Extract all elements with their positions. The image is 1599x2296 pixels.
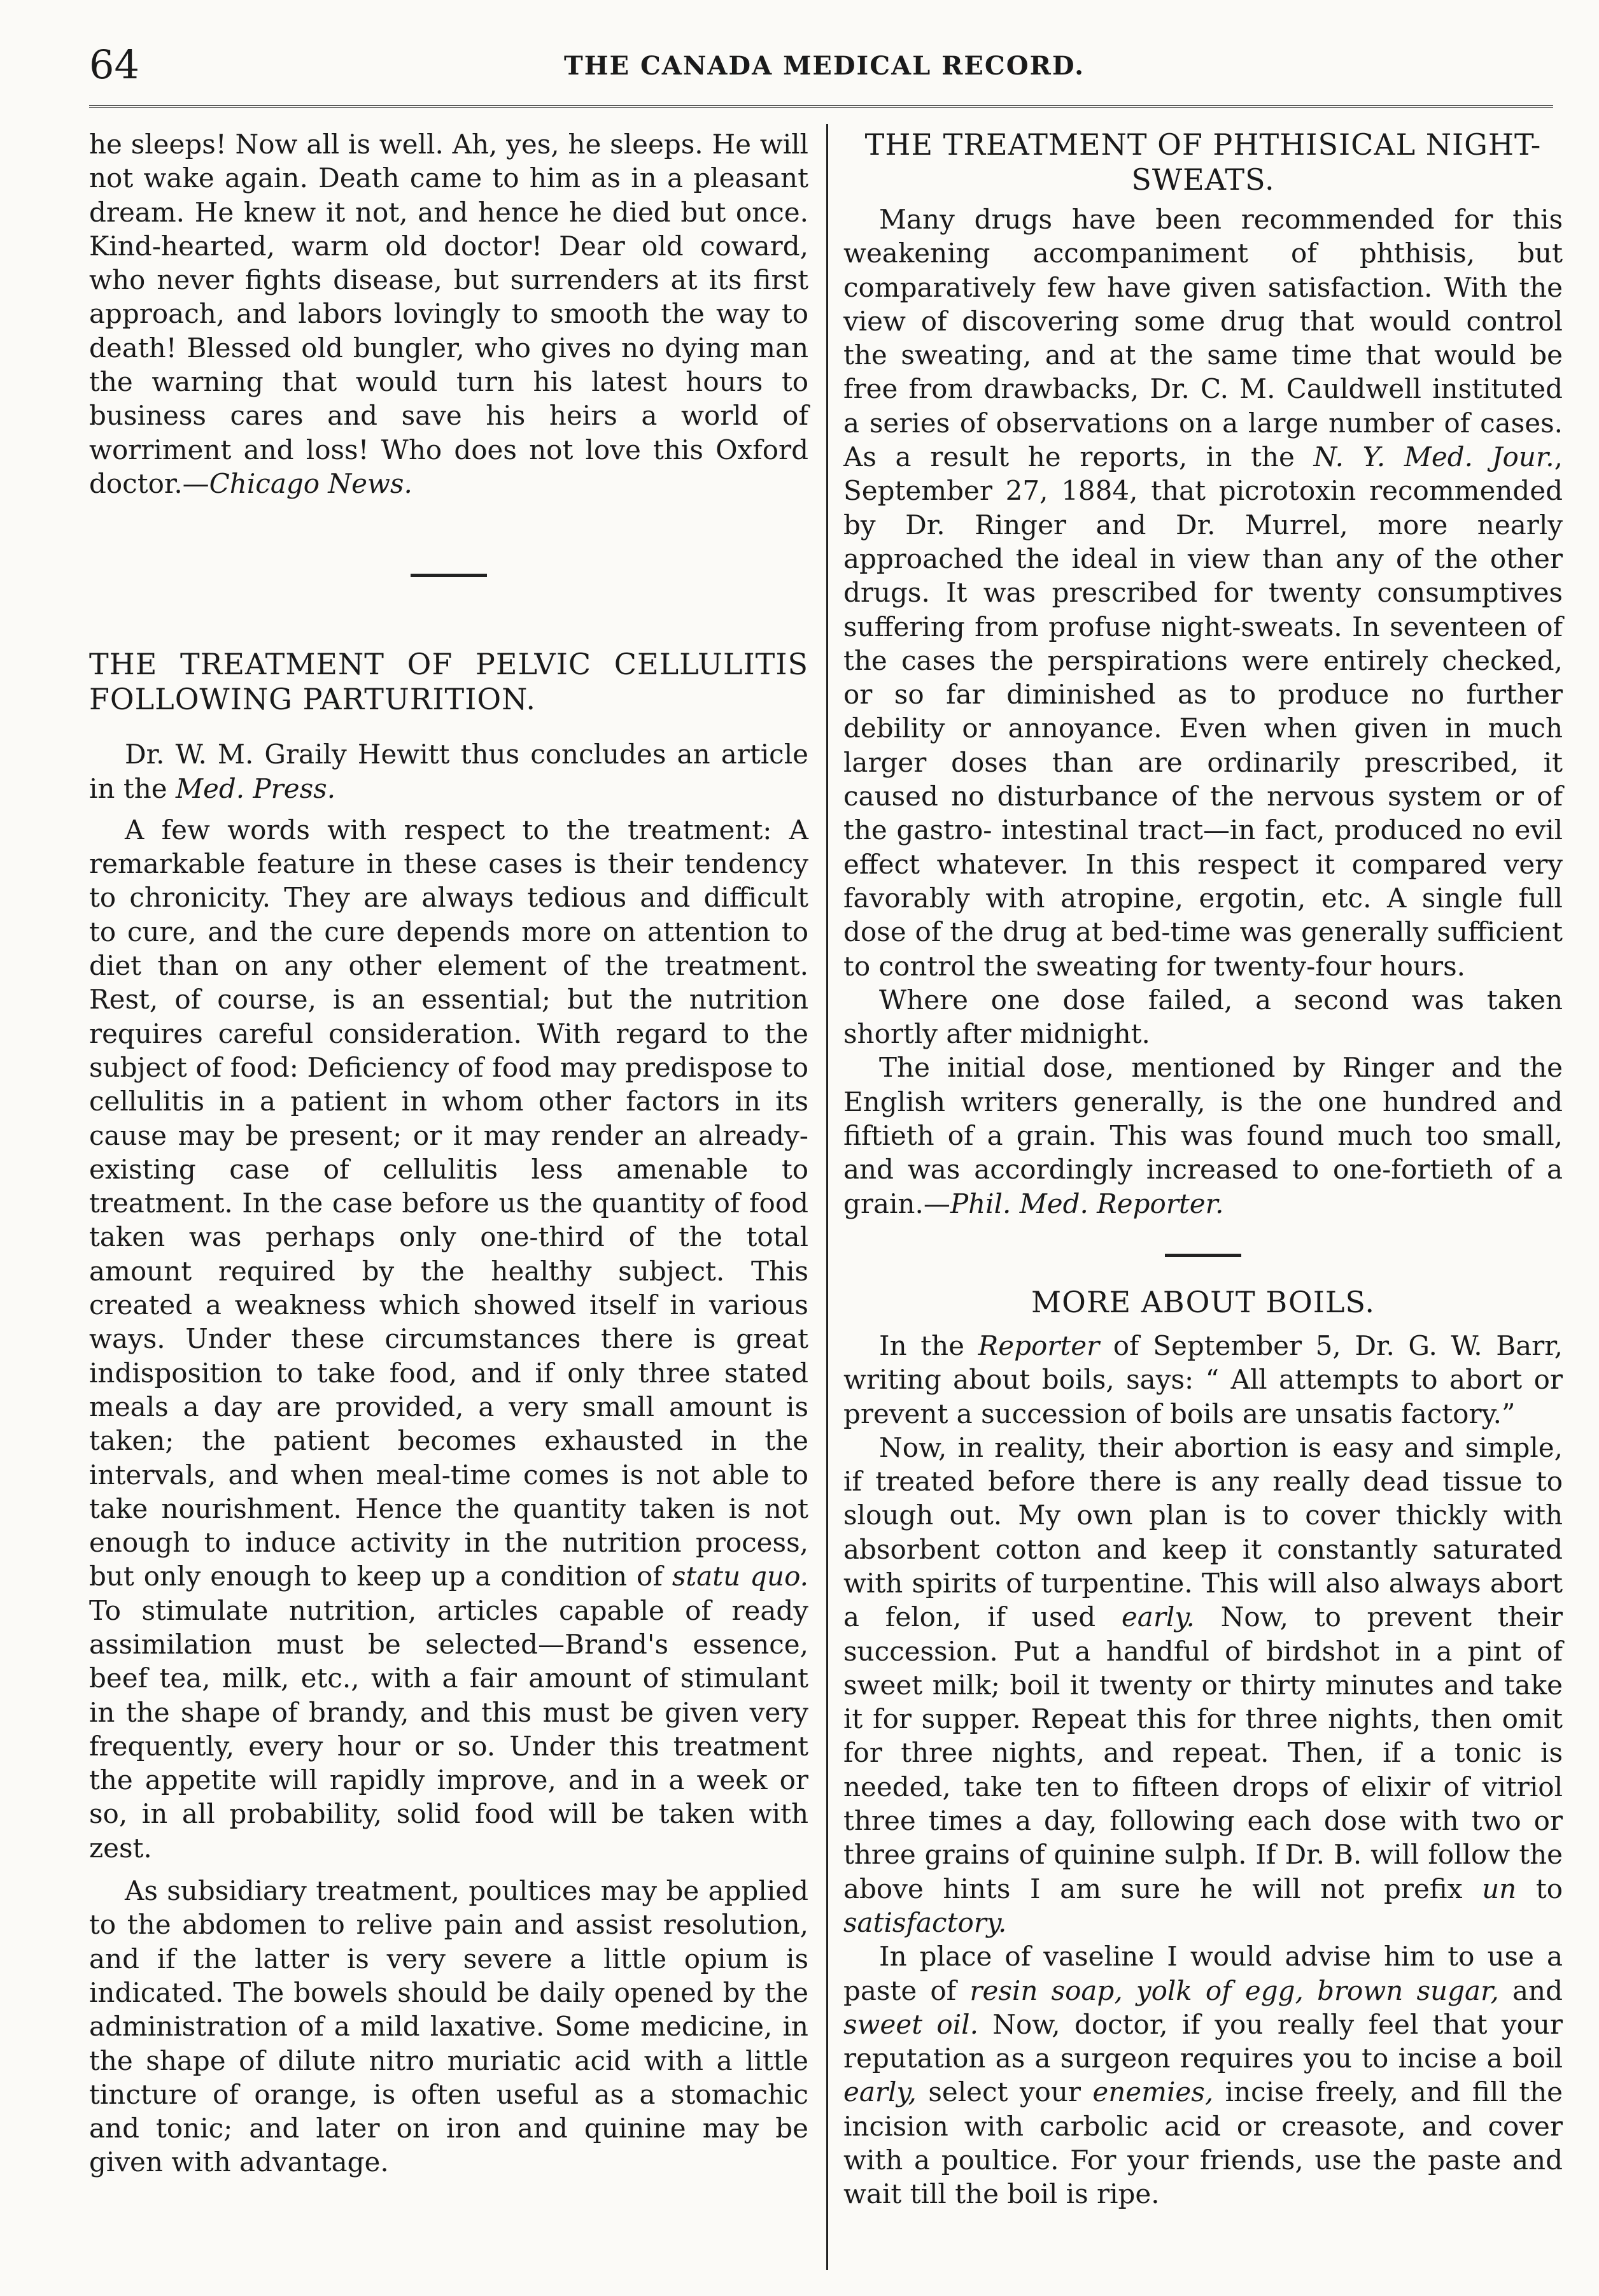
boils-paragraph-3c: select your bbox=[916, 2076, 1093, 2108]
boils-satisfactory-emphasis: satisfactory. bbox=[843, 1906, 1007, 1938]
page-header bbox=[83, 38, 1566, 89]
phthisis-paragraph-1a: Many drugs have been recommended for this weakening accompaniment of phthisis, but comparatively few have given satisfaction. With the view of discovering some drug that would control the sweating, and at the same time that would be free from drawbacks, Dr. C. M. Cauldwell instituted a series of observations on a large number of cases. As a result he reports, in the bbox=[843, 204, 1563, 473]
right-column bbox=[843, 127, 1563, 2267]
phthisis-source: Phil. Med. Reporter. bbox=[950, 1187, 1224, 1219]
phthisis-paragraph-3 bbox=[843, 1051, 1563, 1220]
boils-paragraph-1 bbox=[843, 1329, 1563, 1431]
boils-to: to bbox=[1516, 1873, 1563, 1904]
boils-paragraph-2 bbox=[843, 1431, 1563, 1939]
boils-reporter-citation: Reporter bbox=[978, 1329, 1100, 1361]
cellulitis-paragraph-2: As subsidiary treatment, poultices may be applied to the abdomen to relive pain and assist resolution, and if the latter is very severe a little opium is indicated. The bowels should be daily opened by the administration of a mild laxative. Some medicine, in the shape of dilute nitro muriatic acid with a little tincture of orange, is often useful as a stomachic and tonic; and later on iron and quinine may be given with advantage. bbox=[89, 1875, 808, 2178]
header-rule bbox=[89, 105, 1553, 108]
phthisis-paragraph-1 bbox=[843, 202, 1563, 983]
doctor-article-source: Chicago News. bbox=[209, 467, 412, 499]
boils-un-emphasis: un bbox=[1482, 1873, 1517, 1904]
cellulitis-article-title: THE TREATMENT OF PELVIC CELLULITIS FOLLOWING PARTURITION. bbox=[89, 647, 808, 717]
boils-article-title: MORE ABOUT BOILS. bbox=[1031, 1284, 1375, 1319]
doctor-article-text: he sleeps! Now all is well. Ah, yes, he sleeps. He will not wake again. Death came to him as in a pleasant dream. He knew it not, and hence he died but once. Kind-hearted, warm old doctor! Dear old coward, who never fights disease, but surrenders at its first approach, and labors lovingly to smooth the way to death! Blessed old bungler, who gives no dying man the warning that would turn his latest hours to business cares and save his heirs a world of worriment and loss! Who does not love this Oxford doctor.— bbox=[89, 129, 808, 499]
boils-early-emphasis-2: early, bbox=[843, 2076, 917, 2108]
column-rule bbox=[826, 124, 828, 2270]
phthisis-paragraph-3-text: The initial dose, mentioned by Ringer and the English writers generally, is the one hundred and fiftieth of a grain. This was found much too small, and was accordingly increased to one-fortieth of a grain.— bbox=[843, 1052, 1563, 1219]
cellulitis-paragraph-1a: A few words with respect to the treatment: A remarkable feature in these cases is their tendency to chronicity. They are always tedious and difficult to cure, and the cure depends more on attention to diet than on any other element of the treatment. Rest, of course, is an essential; but the nutrition requires careful consideration. With regard to the subject of food: Deficiency of food may predispose to cellulitis in a patient in whom other factors in its cause may be present; or it may render an already-existing case of cellulitis less amenable to treatment. In the case before us the quantity of food taken was perhaps only one-third of the total amount required by the healthy subject. This created a weakness which showed itself in various ways. Under these circumstances there is great indisposition to take food, and if only three stated meals a day are provided, a very small amount is taken; the patient becomes exhausted in the intervals, and when meal-time comes is not able to take nourishment. Hence the quantity taken is not enough to induce activity in the nutrition process, but only enough to keep up a condition of bbox=[89, 814, 808, 1592]
phthisis-article-title: THE TREATMENT OF PHTHISICAL NIGHT-SWEATS. bbox=[864, 127, 1542, 197]
cellulitis-intro-source: Med. Press. bbox=[175, 772, 336, 804]
boils-paragraph-1-lead: In the bbox=[879, 1329, 978, 1361]
boils-paragraph-3a: In place of vaseline I would advise him to use a paste of bbox=[843, 1941, 1563, 2006]
boils-early-emphasis: early. bbox=[1121, 1601, 1195, 1633]
boils-paragraph-1-rest: of September 5, Dr. G. W. Barr, writing about boils, says: “ All attempts to abort or prevent a succession of boils are unsatis factory.” bbox=[843, 1329, 1563, 1429]
boils-paragraph-3 bbox=[843, 1939, 1563, 2211]
boils-paste-ingredients: resin soap, yolk of egg, brown sugar, bbox=[969, 1974, 1499, 2006]
boils-sweet-oil: sweet oil. bbox=[843, 2008, 978, 2040]
boils-and: and bbox=[1498, 1974, 1563, 2006]
boils-paragraph-2a: Now, in reality, their abortion is easy and simple, if treated before there is any really dead tissue to slough out. My own plan is to cover thickly with absorbent cotton and keep it constantly saturated with spirits of turpentine. This will also always abort a felon, if used bbox=[843, 1431, 1563, 1633]
cellulitis-intro-text: Dr. W. M. Graily Hewitt thus concludes an article in the bbox=[89, 739, 808, 804]
cellulitis-statu-quo: statu quo. bbox=[672, 1561, 808, 1592]
phthisis-paragraph-1b: , September 27, 1884, that picrotoxin recommended by Dr. Ringer and Dr. Murrel, more nearly approached the ideal in view than any of the other drugs. It was prescribed for twenty consumptives suffering from profuse night-sweats. In seventeen of the cases the perspirations were entirely checked, or so far diminished as to produce no further debility or annoyance. Even when given in much larger doses than are ordinarily prescribed, it caused no disturbance of the nervous system or of the gastro- intestinal tract—in fact, produced no evil effect whatever. In this respect it compared very favorably with atropine, ergotin, etc. A single full dose of the drug at bed-time was generally sufficient to control the sweating for twenty-four hours. bbox=[843, 441, 1563, 982]
journal-title: THE CANADA MEDICAL RECORD. bbox=[563, 51, 1085, 81]
phthisis-paragraph-2: Where one dose failed, a second was taken shortly after midnight. bbox=[843, 984, 1563, 1050]
cellulitis-intro bbox=[89, 737, 808, 805]
left-column bbox=[89, 127, 808, 2267]
boils-enemies-emphasis: enemies, bbox=[1092, 2076, 1214, 2108]
page-number: 64 bbox=[89, 41, 139, 88]
doctor-article-ending bbox=[89, 127, 808, 500]
cellulitis-paragraph-1 bbox=[89, 813, 808, 1865]
phthisis-journal-citation: N. Y. Med. Jour. bbox=[1313, 441, 1554, 473]
boils-paragraph-2b: Now, to prevent their succession. Put a handful of birdshot in a pint of sweet milk; boil it twenty or thirty minutes and take it for supper. Repeat this for three nights, then omit for three nights, and repeat. Then, if a tonic is needed, take ten to fifteen drops of elixir of vitriol three times a day, following each dose with two or three grains of quinine sulph. If Dr. B. will follow the above hints I am sure he will not prefix bbox=[843, 1601, 1563, 1904]
boils-paragraph-3b: Now, doctor, if you really feel that your reputation as a surgeon requires you to incise a boil bbox=[843, 2008, 1563, 2074]
cellulitis-paragraph-1b: To stimulate nutrition, articles capable of ready assimilation must be selected—Brand's essence, beef tea, milk, etc., with a fair amount of stimulant in the shape of brandy, and this must be given very frequently, every hour or so. Under this treatment the appetite will rapidly improve, and in a week or so, in all probability, solid food will be taken with zest. bbox=[89, 1594, 808, 1864]
boils-paragraph-3d: incise freely, and fill the incision with carbolic acid or creasote, and cover with a poultice. For your friends, use the paste and wait till the boil is ripe. bbox=[843, 2076, 1563, 2210]
